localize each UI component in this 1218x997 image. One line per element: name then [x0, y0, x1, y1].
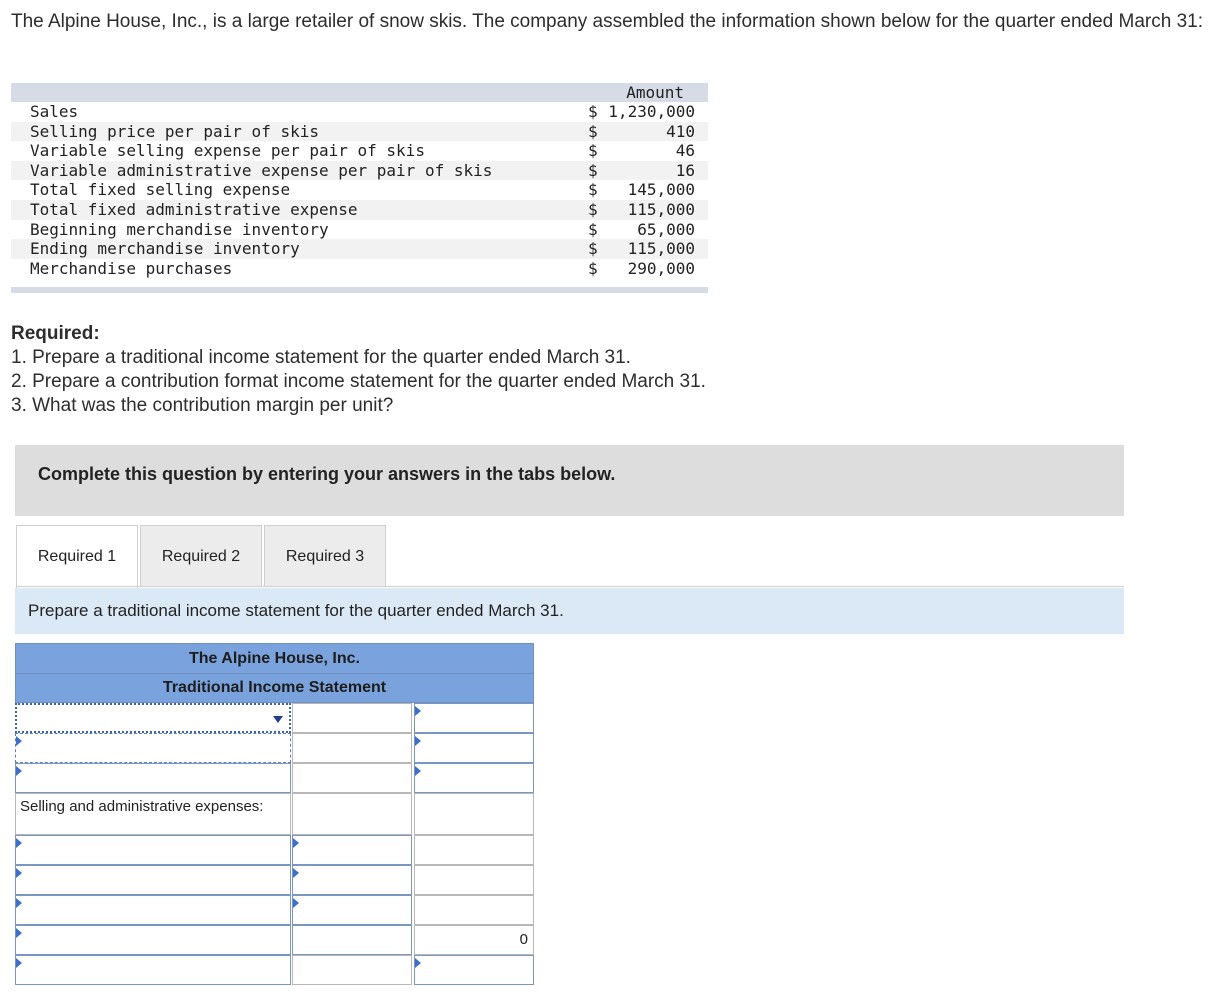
table-row: Sales $ 1,230,000: [30, 102, 695, 121]
amount-input[interactable]: [292, 835, 412, 865]
required-title: Required:: [11, 323, 100, 344]
table-row: Ending merchandise inventory $ 115,000: [11, 239, 708, 259]
amount-header: Amount: [626, 83, 684, 102]
input-marker-icon: [16, 898, 22, 908]
input-marker-icon: [16, 928, 22, 938]
statement-row: [15, 703, 534, 733]
amount-input[interactable]: [292, 925, 412, 955]
statement-row: [15, 955, 534, 985]
empty-cell: [414, 895, 534, 925]
table-row: Beginning merchandise inventory $ 65,000: [30, 219, 695, 239]
statement-row: [15, 733, 534, 763]
amount-input[interactable]: [292, 763, 412, 793]
account-input[interactable]: [15, 835, 291, 865]
input-marker-icon: [415, 766, 421, 776]
input-marker-icon: [293, 868, 299, 878]
amount-input[interactable]: [414, 703, 534, 733]
data-table-header: [11, 83, 708, 102]
sga-label-cell: [15, 793, 291, 835]
statement-row: [15, 835, 534, 865]
statement-title: Traditional Income Statement: [15, 674, 534, 703]
input-marker-icon: [16, 868, 22, 878]
data-table: [11, 83, 708, 293]
tab-prompt: [15, 588, 1124, 634]
amount-input[interactable]: [292, 955, 412, 985]
amount-input[interactable]: [414, 733, 534, 763]
amount-input[interactable]: [414, 955, 534, 985]
table-row: Total fixed selling expense $ 145,000: [30, 180, 695, 200]
total-value: 0: [519, 931, 528, 948]
required-item: 3. What was the contribution margin per unit?: [11, 395, 394, 416]
account-input[interactable]: [15, 763, 291, 793]
amount-input[interactable]: [414, 763, 534, 793]
amount-input[interactable]: [292, 703, 412, 733]
input-marker-icon: [293, 898, 299, 908]
amount-input[interactable]: [292, 895, 412, 925]
input-marker-icon: [415, 706, 421, 716]
account-input[interactable]: [15, 733, 291, 763]
tab-required-1[interactable]: Required 1: [16, 525, 138, 589]
input-marker-icon: [16, 838, 22, 848]
total-cell: [414, 925, 534, 955]
input-marker-icon: [16, 736, 22, 746]
empty-cell: [414, 865, 534, 895]
empty-cell: [292, 793, 412, 835]
income-statement: [15, 643, 534, 985]
required-section: [11, 322, 706, 418]
data-table-footer: [11, 287, 708, 293]
tab-required-2[interactable]: Required 2: [140, 525, 262, 587]
account-input[interactable]: [15, 895, 291, 925]
statement-company: The Alpine House, Inc.: [15, 643, 534, 674]
problem-intro: The Alpine House, Inc., is a large retailer of snow skis. The company assembled the information shown below for the quarter ended March 31:: [11, 11, 1203, 32]
account-input[interactable]: [15, 865, 291, 895]
statement-row: [15, 895, 534, 925]
tab-required-3[interactable]: Required 3: [264, 525, 386, 587]
input-marker-icon: [415, 958, 421, 968]
input-marker-icon: [16, 958, 22, 968]
table-row: Variable selling expense per pair of skis $ 46: [30, 141, 695, 161]
statement-row: [15, 793, 534, 835]
account-dropdown[interactable]: [15, 703, 291, 733]
account-input[interactable]: [15, 925, 291, 955]
statement-row: [15, 763, 534, 793]
chevron-down-icon: [273, 716, 283, 723]
amount-input[interactable]: [292, 733, 412, 763]
sga-label: Selling and administrative expenses:: [20, 798, 264, 815]
statement-row: [15, 865, 534, 895]
table-row: Total fixed administrative expense $ 115,000: [11, 200, 708, 220]
required-item: 2. Prepare a contribution format income statement for the quarter ended March 31.: [11, 371, 706, 392]
input-marker-icon: [415, 736, 421, 746]
table-row: Variable administrative expense per pair of skis $ 16: [11, 161, 708, 181]
instruction-text: Complete this question by entering your answers in the tabs below.: [38, 464, 616, 484]
prompt-text: Prepare a traditional income statement for the quarter ended March 31.: [28, 601, 564, 620]
table-row: Selling price per pair of skis $ 410: [11, 122, 708, 142]
input-marker-icon: [293, 838, 299, 848]
account-input[interactable]: [15, 955, 291, 985]
tab-divider: [16, 586, 1124, 587]
instruction-banner: [15, 445, 1124, 516]
required-item: 1. Prepare a traditional income statement for the quarter ended March 31.: [11, 347, 631, 368]
empty-cell: [414, 793, 534, 835]
empty-cell: [414, 835, 534, 865]
amount-input[interactable]: [292, 865, 412, 895]
statement-row: [15, 925, 534, 955]
table-row: Merchandise purchases $ 290,000: [30, 258, 695, 278]
input-marker-icon: [16, 766, 22, 776]
